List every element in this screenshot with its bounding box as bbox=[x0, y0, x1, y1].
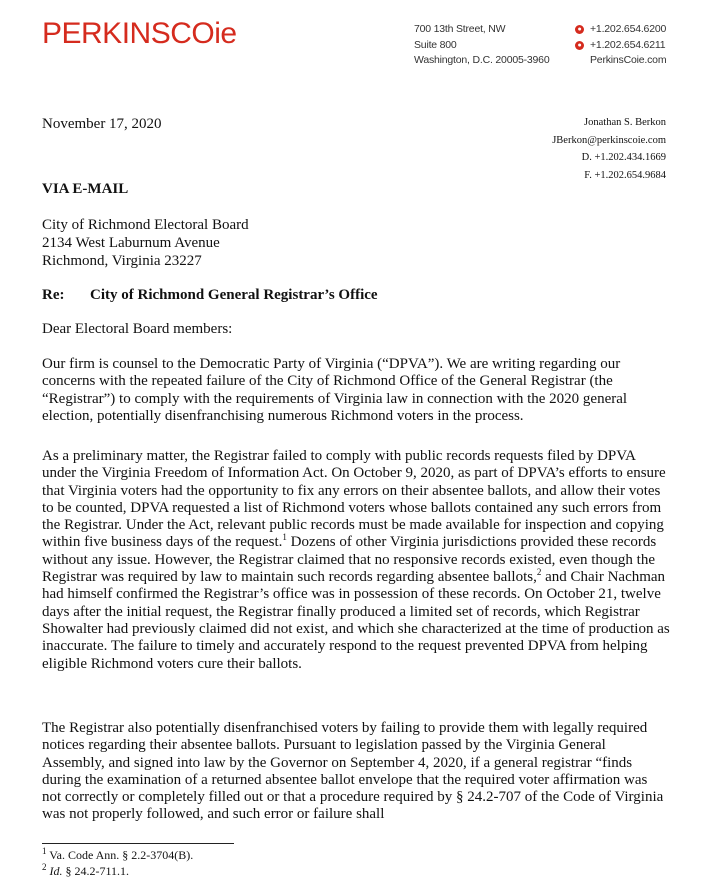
logo-text-perkins: PERKINS bbox=[42, 17, 171, 50]
recipient-line: Richmond, Virginia 23227 bbox=[42, 253, 202, 269]
footnote-text: § 24.2-711.1. bbox=[62, 863, 130, 878]
footnote-citation: Id. bbox=[49, 863, 63, 878]
firm-contact bbox=[575, 22, 666, 69]
footnote bbox=[42, 861, 193, 880]
footnote-number: 1 bbox=[42, 846, 47, 856]
spacer bbox=[575, 56, 584, 65]
fax-icon: ● bbox=[575, 41, 584, 50]
body-paragraph: The Registrar also potentially disenfranchised voters by failing to provide them with legally required notices regarding their absentee ballots. Pursuant to legislation passed by the Virginia General Assembly, and signed into law by the Governor on September 4, 2020, if a general registrar “finds during the examination of a returned absentee ballot envelope that the required voter affirmation was not correctly or completely filled out or that a procedure required by § 24.2-707 of the Code of Virginia was not properly followed, and such error or failure shall bbox=[42, 720, 664, 823]
firm-address bbox=[414, 22, 549, 69]
address-line: 700 13th Street, NW bbox=[414, 23, 506, 35]
recipient-line: City of Richmond Electoral Board bbox=[42, 217, 249, 233]
paragraph-text: Dozens of other Virginia jurisdictions provided these records without any issue. However, the Registrar claimed that no responsive records existed, even though the Registrar was required by law to maintain such records regarding absentee ballots, bbox=[42, 534, 657, 586]
footnote-divider bbox=[42, 843, 234, 844]
firm-phone: +1.202.654.6200 bbox=[590, 23, 667, 35]
footnote-ref: 2 bbox=[536, 567, 542, 578]
sender-name: Jonathan S. Berkon bbox=[584, 117, 666, 128]
recipient-line: 2134 West Laburnum Avenue bbox=[42, 235, 220, 251]
delivery-method: VIA E-MAIL bbox=[42, 181, 129, 197]
logo-text-coie: COie bbox=[170, 17, 237, 50]
body-paragraph: Our firm is counsel to the Democratic Party of Virginia (“DPVA”). We are writing regarding our concerns with the repeated failure of the City of Richmond Office of the General Registrar (the “Registrar”) to comply with the requirements of Virginia law in connection with the 2020 general election, potentially disenfranchising numerous Richmond voters in the process. bbox=[42, 356, 628, 424]
recipient-address bbox=[42, 216, 249, 270]
firm-website: PerkinsCoie.com bbox=[590, 54, 667, 66]
subject-line bbox=[42, 287, 378, 304]
address-line: Suite 800 bbox=[414, 38, 457, 51]
footnote-number: 2 bbox=[42, 861, 47, 872]
perkins-coie-logo bbox=[42, 18, 237, 50]
subject-text: City of Richmond General Registrar’s Office bbox=[90, 287, 378, 303]
subject-label: Re: bbox=[42, 287, 65, 303]
footnotes bbox=[42, 848, 193, 879]
firm-fax: +1.202.654.6211 bbox=[590, 38, 666, 51]
sender-fax: F. +1.202.654.9684 bbox=[584, 169, 666, 181]
salutation: Dear Electoral Board members: bbox=[42, 321, 233, 337]
phone-icon: ● bbox=[575, 25, 584, 34]
footnote-ref: 1 bbox=[282, 532, 287, 543]
paragraph-text: and Chair Nachman had himself confirmed the Registrar’s office was in possession of these records. On October 21, twelve days after the initial request, the Registrar finally produced a limited set of records, which Registrar Showalter had previously claimed did not exist, and which she characterized at the time of production as inaccurate. The failure to timely and accurately respond to the request prevented DPVA from helping eligible Richmond voters cure their ballots. bbox=[42, 569, 670, 672]
footnote bbox=[42, 848, 193, 864]
letter-date: November 17, 2020 bbox=[42, 116, 162, 132]
sender-direct-phone: D. +1.202.434.1669 bbox=[581, 152, 666, 163]
sender-email: JBerkon@perkinscoie.com bbox=[552, 134, 666, 146]
sender-block bbox=[552, 114, 666, 184]
address-line: Washington, D.C. 20005-3960 bbox=[414, 54, 550, 66]
footnote-text: Va. Code Ann. § 2.2-3704(B). bbox=[49, 848, 194, 862]
body-paragraph bbox=[42, 448, 670, 673]
paragraph-text: As a preliminary matter, the Registrar failed to comply with public records requests filed by DPVA under the Virginia Freedom of Information Act. On October 9, 2020, as part of DPVA’s efforts to ensure that Virginia voters had the opportunity to fix any errors on their absentee ballots, and allow their votes to be counted, DPVA requested a list of Richmond voters whose ballots contained any such errors from the Registrar. Under the Act, relevant public records must be made available for inspection and copying within five business days of the request. bbox=[42, 448, 666, 551]
